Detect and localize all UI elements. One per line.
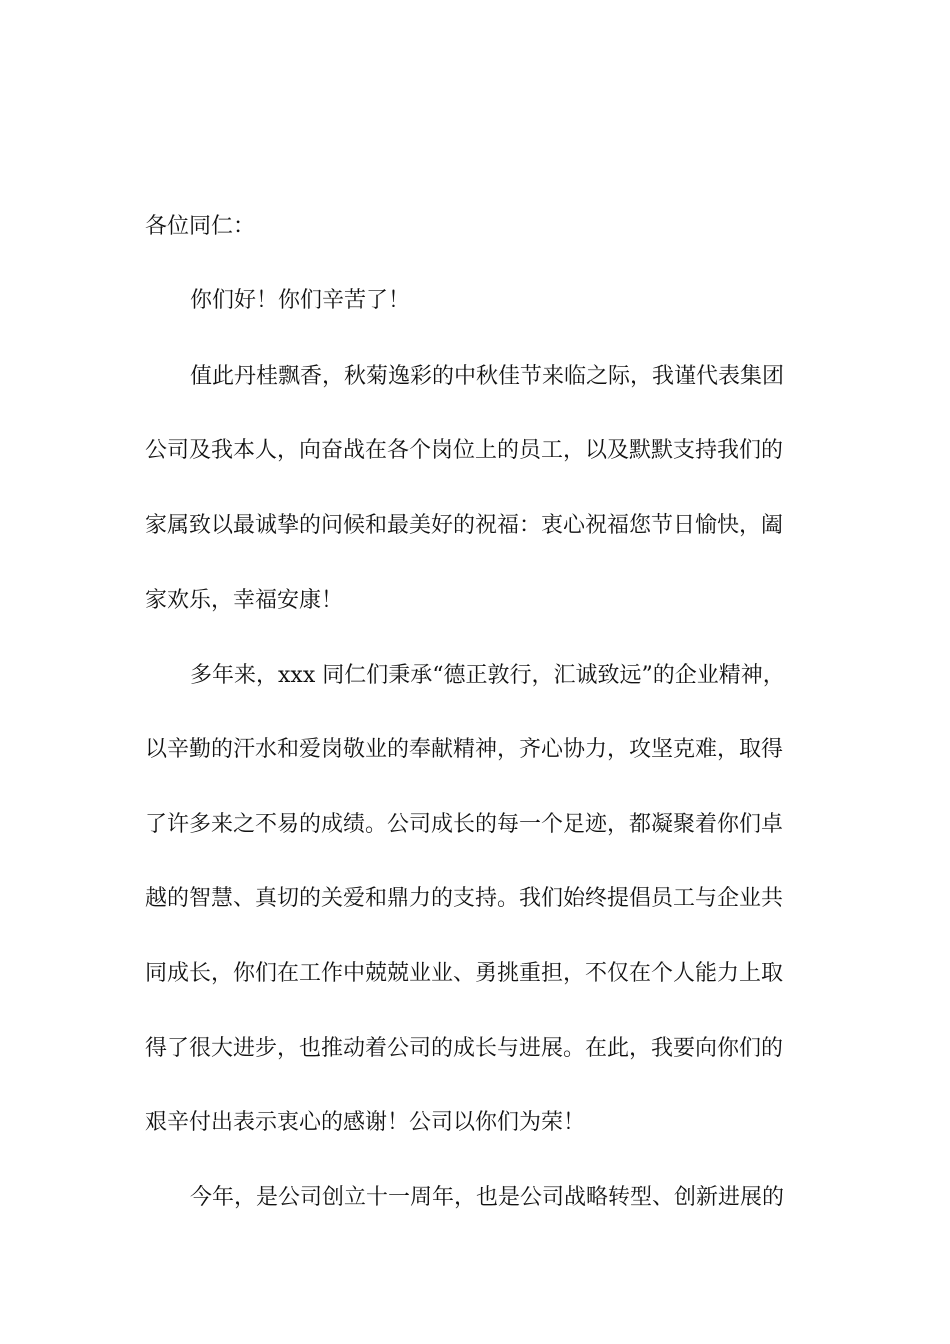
paragraph-line: 艰辛付出表示衷心的感谢！公司以你们为荣！ — [145, 1110, 586, 1135]
paragraph-line: 得了很大进步，也推动着公司的成长与进展。在此，我要向你们的 — [145, 1036, 784, 1061]
paragraph-line: 以辛勤的汗水和爱岗敬业的奉献精神，齐心协力，攻坚克难，取得 — [145, 737, 784, 762]
paragraph-line: 同成长，你们在工作中兢兢业业、勇挑重担，不仅在个人能力上取 — [145, 961, 784, 986]
paragraph-line: 公司及我本人，向奋战在各个岗位上的员工，以及默默支持我们的 — [145, 438, 784, 463]
paragraph-line: 多年来，xxx 同仁们秉承“德正敦行，汇诚致远”的企业精神， — [190, 663, 785, 688]
salutation: 各位同仁： — [145, 214, 256, 239]
paragraph-line: 值此丹桂飘香，秋菊逸彩的中秋佳节来临之际，我谨代表集团 — [190, 364, 785, 389]
greeting-line: 你们好！你们辛苦了！ — [190, 288, 411, 313]
paragraph-line: 家欢乐，幸福安康！ — [145, 588, 344, 613]
paragraph-line: 越的智慧、真切的关爱和鼎力的支持。我们始终提倡员工与企业共 — [145, 886, 784, 911]
paragraph-line: 今年，是公司创立十一周年，也是公司战略转型、创新进展的 — [190, 1185, 785, 1210]
paragraph-line: 家属致以最诚挚的问候和最美好的祝福：衷心祝福您节日愉快，阖 — [145, 513, 784, 538]
paragraph-line: 了许多来之不易的成绩。公司成长的每一个足迹，都凝聚着你们卓 — [145, 812, 784, 837]
